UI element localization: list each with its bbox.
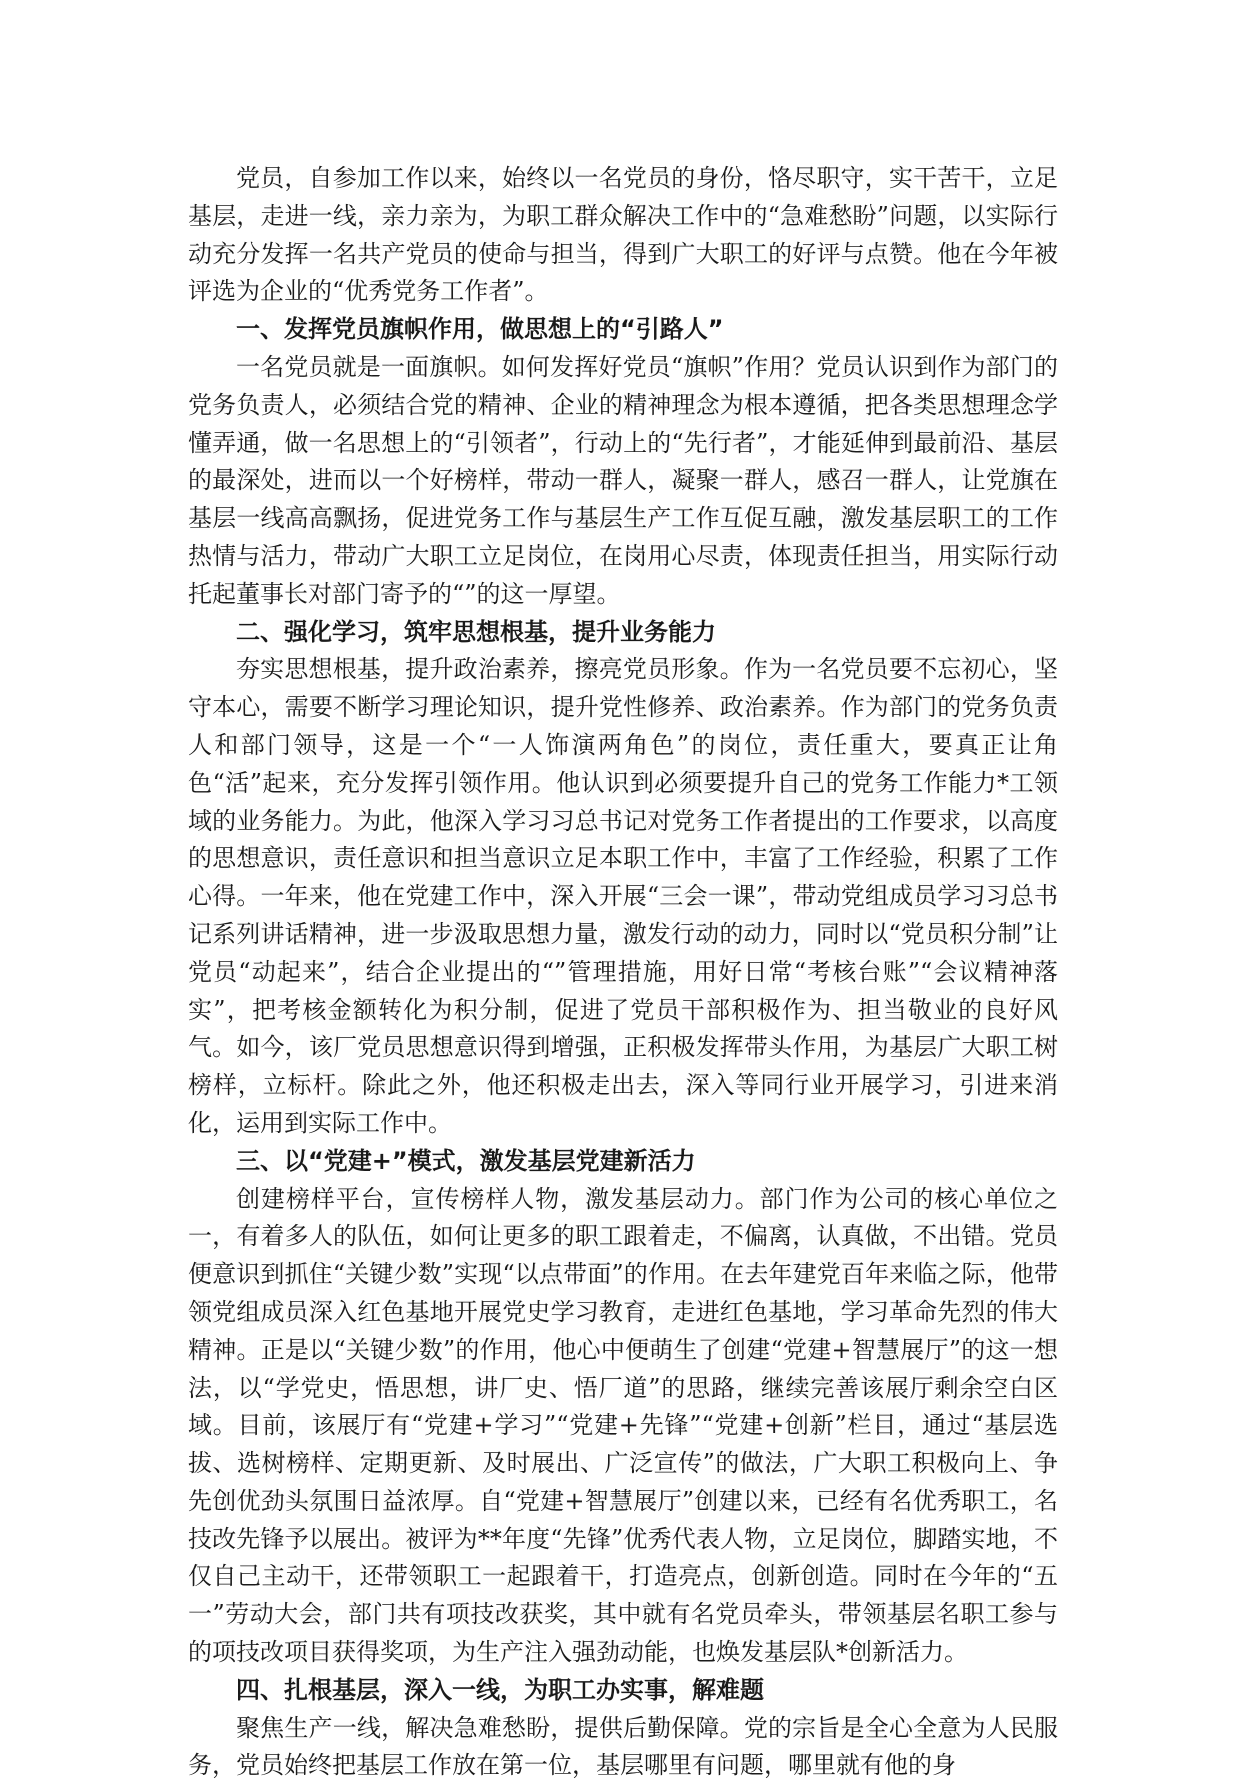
section-2-paragraph: 夯实思想根基，提升政治素养，擦亮党员形象。作为一名党员要不忘初心，坚守本心，需要不断学习理论知识，提升党性修养、政治素养。作为部门的党务负责人和部门领导，这是一个“一人饰演两角色”的岗位，责任重大，要真正让角色“活”起来，充分发挥引领作用。他认识到必须要提升自己的党务工作能力*工领域的业务能力。为此，他深入学习习总书记对党务工作者提出的工作要求，以高度的思想意识，责任意识和担当意识立足本职工作中，丰富了工作经验，积累了工作心得。一年来，他在党建工作中，深入开展“三会一课”，带动党组成员学习习总书记系列讲话精神，进一步汲取思想力量，激发行动的动力，同时以“党员积分制”让党员“动起来”，结合企业提出的“”管理措施，用好日常“考核台账”“会议精神落实”，把考核金额转化为积分制，促进了党员干部积极作为、担当敬业的良好风气。如今，该厂党员思想意识得到增强，正积极发挥带头作用，为基层广大职工树榜样，立标杆。除此之外，他还积极走出去，深入等同行业开展学习，引进来消化，运用到实际工作中。 xyxy=(188,655,1058,1137)
document-body xyxy=(188,160,1058,1785)
intro-paragraph: 党员，自参加工作以来，始终以一名党员的身份，恪尽职守，实干苦干，立足基层，走进一线，亲力亲为，为职工群众解决工作中的“急难愁盼”问题，以实际行动充分发挥一名共产党员的使命与担当，得到广大职工的好评与点赞。他在今年被评选为企业的“优秀党务工作者”。 xyxy=(188,164,1058,306)
section-4-paragraph: 聚焦生产一线，解决急难愁盼，提供后勤保障。党的宗旨是全心全意为人民服务，党员始终把基层工作放在第一位，基层哪里有问题，哪里就有他的身 xyxy=(188,1713,1058,1780)
section-4-heading: 四、扎根基层，深入一线，为职工办实事，解难题 xyxy=(236,1675,764,1704)
section-3-heading: 三、以“党建+”模式，激发基层党建新活力 xyxy=(236,1146,696,1175)
section-1-heading: 一、发挥党员旗帜作用，做思想上的“引路人” xyxy=(236,315,724,344)
section-2-heading: 二、强化学习，筑牢思想根基，提升业务能力 xyxy=(236,617,716,646)
section-1-paragraph: 一名党员就是一面旗帜。如何发挥好党员“旗帜”作用？党员认识到作为部门的党务负责人，必须结合党的精神、企业的精神理念为根本遵循，把各类思想理念学懂弄通，做一名思想上的“引领者”，行动上的“先行者”，才能延伸到最前沿、基层的最深处，进而以一个好榜样，带动一群人，凝聚一群人，感召一群人，让党旗在基层一线高高飘扬，促进党务工作与基层生产工作互促互融，激发基层职工的工作热情与活力，带动广大职工立足岗位，在岗用心尽责，体现责任担当，用实际行动托起董事长对部门寄予的“”的这一厚望。 xyxy=(188,352,1058,608)
section-3-paragraph: 创建榜样平台，宣传榜样人物，激发基层动力。部门作为公司的核心单位之一，有着多人的队伍，如何让更多的职工跟着走，不偏离，认真做，不出错。党员便意识到抓住“关键少数”实现“以点带面”的作用。在去年建党百年来临之际，他带领党组成员深入红色基地开展党史学习教育，走进红色基地，学习革命先烈的伟大精神。正是以“关键少数”的作用，他心中便萌生了创建“党建+智慧展厅”的这一想法，以“学党史，悟思想，讲厂史、悟厂道”的思路，继续完善该展厅剩余空白区域。目前，该展厅有“党建+学习”“党建+先锋”“党建+创新”栏目，通过“基层选拔、选树榜样、定期更新、及时展出、广泛宣传”的做法，广大职工积极向上、争先创优劲头氛围日益浓厚。自“党建+智慧展厅”创建以来，已经有名优秀职工，名技改先锋予以展出。被评为**年度“先锋”优秀代表人物，立足岗位，脚踏实地，不仅自己主动干，还带领职工一起跟着干，打造亮点，创新创造。同时在今年的“五一”劳动大会，部门共有项技改获奖，其中就有名党员牵头，带领基层名职工参与的项技改项目获得奖项，为生产注入强劲动能，也焕发基层队*创新活力。 xyxy=(188,1184,1058,1667)
